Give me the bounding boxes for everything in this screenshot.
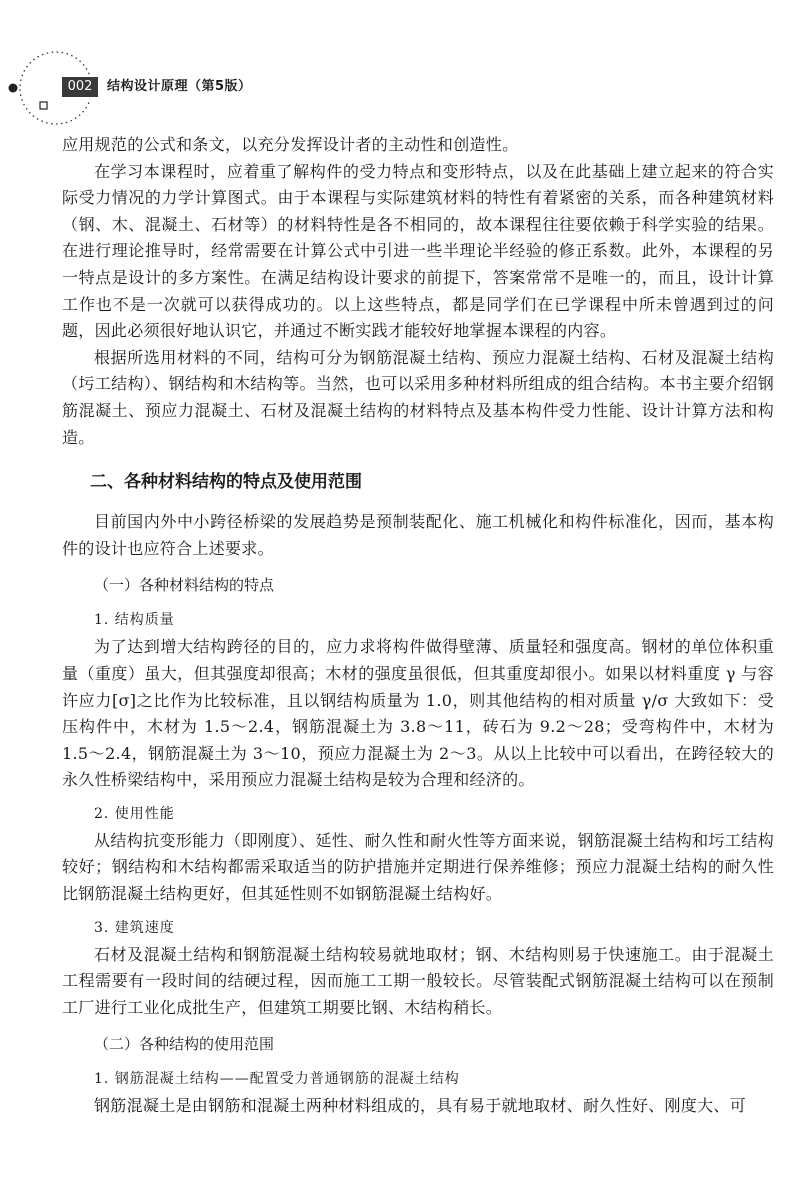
item-heading-4: 1. 钢筋混凝土结构——配置受力普通钢筋的混凝土结构 [94, 1071, 460, 1088]
book-title: 结构设计原理（第5版） [107, 79, 252, 94]
paragraph-5: 为了达到增大结构跨径的目的，应力求将构件做得壁薄、质量轻和强度高。钢材的单位体积重量（重度）虽大，但其强度却很高；木材的强度虽很低，但其重度却很小。如果以材料重度 γ 与容许应力[σ]之比作为比较标准，且以钢结构质量为 1.0，则其他结构的相对质量 γ/σ 大致如下：受压构件中，木材为 1.5～2.4，钢筋混凝土为 3.8～11，砖石为 9.2～28；受弯构件中，木材为 1.5～2.4，钢筋混凝土为 3～10，预应力混凝土为 2～3。从以上比较中可以看出，在跨径较大的永久性桥梁结构中，采用预应力混凝土结构是较为合理和经济的。 [62, 637, 774, 790]
section-heading: 二、各种材料结构的特点及使用范围 [90, 472, 362, 493]
item-heading-3: 3. 建筑速度 [94, 919, 175, 936]
page-header [0, 40, 790, 130]
item-heading-1: 1. 结构质量 [94, 612, 175, 629]
paragraph-8: 钢筋混凝土是由钢筋和混凝土两种材料组成的，具有易于就地取材、耐久性好、刚度大、可 [94, 1096, 747, 1116]
paragraph-6: 从结构抗变形能力（即刚度）、延性、耐久性和耐火性等方面来说，钢筋混凝土结构和圬工结构较好；钢结构和木结构都需采取适当的防护措施并定期进行保养维修；预应力混凝土结构的耐久性比钢筋混凝土结构更好，但其延性则不如钢筋混凝土结构好。 [62, 830, 774, 904]
page-content [62, 132, 774, 1120]
paragraph-4: 目前国内外中小跨径桥梁的发展趋势是预制装配化、施工机械化和构件标准化，因而，基本构件的设计也应符合上述要求。 [62, 512, 774, 558]
page-number: 002 [62, 77, 98, 97]
paragraph-7: 石材及混凝土结构和钢筋混凝土结构较易就地取材；钢、木结构则易于快速施工。由于混凝土工程需要有一段时间的结硬过程，因而施工工期一般较长。尽管装配式钢筋混凝土结构可以在预制工厂进行工业化成批生产，但建筑工期要比钢、木结构稍长。 [62, 944, 774, 1017]
paragraph-2: 在学习本课程时，应着重了解构件的受力特点和变形特点，以及在此基础上建立起来的符合实际受力情况的力学计算图式。由于本课程与实际建筑材料的特性有着紧密的关系，而各种建筑材料（钢、木、混凝土、石材等）的材料特性是各不相同的，故本课程往往要依赖于科学实验的结果。在进行理论推导时，经常需要在计算公式中引进一些半理论半经验的修正系数。此外，本课程的另一特点是设计的多方案性。在满足结构设计要求的前提下，答案常常不是唯一的，而且，设计计算工作也不是一次就可以获得成功的。以上这些特点，都是同学们在已学课程中所未曾遇到过的问题，因此必须很好地认识它，并通过不断实践才能较好地掌握本课程的内容。 [62, 161, 774, 341]
item-heading-2: 2. 使用性能 [94, 805, 175, 822]
paragraph-1: 应用规范的公式和条文，以充分发挥设计者的主动性和创造性。 [62, 135, 519, 154]
subsection-heading-2: （二）各种结构的使用范围 [94, 1035, 275, 1054]
subsection-heading-1: （一）各种材料结构的特点 [94, 576, 275, 595]
paragraph-3: 根据所选用材料的不同，结构可分为钢筋混凝土结构、预应力混凝土结构、石材及混凝土结构（圬工结构）、钢结构和木结构等。当然，也可以采用多种材料所组成的组合结构。本书主要介绍钢筋混凝土、预应力混凝土、石材及混凝土结构的材料特点及基本构件受力性能、设计计算方法和构造。 [62, 347, 774, 447]
